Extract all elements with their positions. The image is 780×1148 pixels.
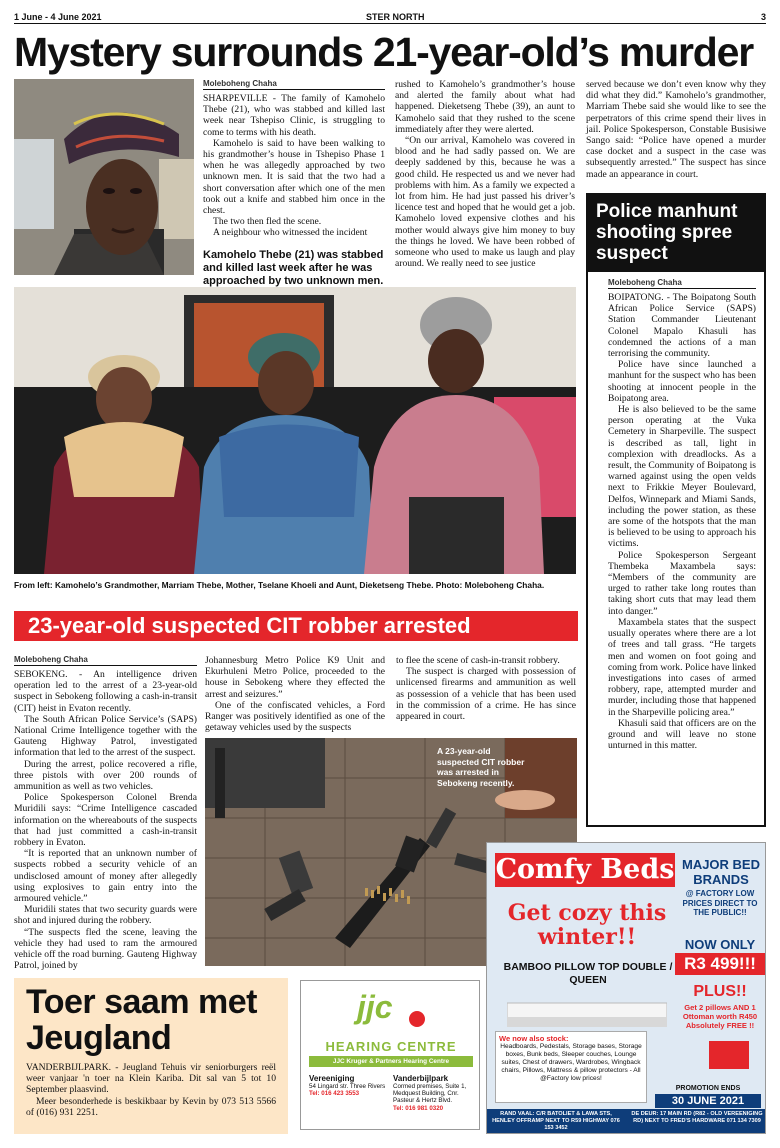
page-header — [14, 12, 766, 24]
story1-paragraph: A neighbour who witnessed the incident — [213, 227, 368, 239]
comfy-tagline: Get cozy this winter!! — [507, 900, 667, 950]
comfy-bed-image — [507, 993, 667, 1029]
story1-pullquote: Kamohelo Thebe (21) was stabbed and killed last week after he was approached by two unknown men. — [203, 248, 384, 287]
jeugland-promo-box — [14, 978, 288, 1134]
story1-byline: Moleboheng Chaha — [203, 79, 385, 90]
story3-headline: 23-year-old suspected CIT robber arrested — [14, 611, 578, 641]
story3-paragraph: The South African Police Service’s (SAPS) National Crime Intelligence together with the Gauteng Highway Patrol, investigated information that led to the arrest of the suspect. — [14, 713, 197, 759]
story2-byline: Moleboheng Chaha — [608, 278, 756, 289]
jjc-vanderbijlpark — [393, 1074, 477, 1112]
jjc-right-title: Vanderbijlpark — [393, 1074, 449, 1083]
comfy-now-only: NOW ONLY — [684, 937, 756, 952]
story2-box — [586, 193, 766, 827]
story1-column-1 — [203, 79, 385, 288]
story3-column-3 — [396, 655, 576, 722]
comfy-major: MAJOR BED BRANDS — [681, 857, 760, 887]
story2-paragraph: Khasuli said that officers are on the ground and will leave no stone unturned in this matter. — [608, 717, 756, 752]
comfy-bamboo: BAMBOO PILLOW TOP DOUBLE / QUEEN — [503, 961, 673, 986]
promo-contact: Meer besonderhede is beskikbaar by Kevin by 073 513 5566 of (016) 931 2251. — [26, 1095, 276, 1118]
comfy-promo-date: 30 JUNE 2021 — [655, 1094, 761, 1108]
family-photo — [14, 287, 576, 574]
story2-paragraph: BOIPATONG. - The Boipatong South African Police Service (SAPS) Station Commander Lieutenant Colonel Mapalo Khasuli has condemned the actions of a man terrorising the community. — [608, 292, 756, 360]
story1-column-3 — [586, 79, 766, 180]
jjc-subtitle: JJC Kruger & Partners Hearing Centre — [309, 1056, 473, 1067]
comfy-factory: @ FACTORY LOW PRICES DIRECT TO THE PUBLIC!! — [682, 889, 758, 918]
jjc-vereeniging — [309, 1074, 389, 1097]
promo-text: VANDERBIJLPARK. - Jeugland Tehuis vir seniorburgers reël weer vanjaar 'n toer na Klein Kariba. Dit sal van 5 tot 10 September plaasvind. — [26, 1062, 276, 1096]
comfy-plus-detail: Get 2 pillows AND 1 Ottoman worth R450 Absolutely FREE !! — [682, 1003, 758, 1030]
story1-paragraph: rushed to Kamohelo’s grandmother’s house and alerted the family about what had happened. Dieketseng Thebe (39), an aunt to Kamohelo said that they rushed to the scene immediately after they were alerted. — [395, 79, 575, 135]
jjc-logo-icon — [409, 1011, 425, 1027]
story3-paragraph: SEBOKENG. - An intelligence driven operation led to the arrest of a 23-year-old suspect in Sebokeng following a cash-in-transit (CIT) heist in Evaton recently. — [14, 669, 197, 714]
story1-paragraph: SHARPEVILLE - The family of Kamohelo Thebe (21), who was stabbed and killed last week near Tshepiso Clinic, is struggling to come to terms with his death. — [203, 93, 385, 138]
comfy-ottoman-image — [709, 1041, 749, 1069]
story3-paragraph: Johannesburg Metro Police K9 Unit and Ekurhuleni Metro Police, proceeded to the house in Sebokeng where they effected the arrest and seizures.” — [205, 655, 385, 700]
story1-paragraph: “On our arrival, Kamohelo was covered in blood and he had sadly passed on. We are deeply saddened by this, because he was a good child. He respected us and we never had problems with him. As a family we expected a lot from him. He had just passed his driver’s licence test and hoped that he would get a job. Kamohelo loved expensive clothes and his mother would always give him money to buy the things he loved. We have been robbed of someone who used to make us laugh and play around. We really need to see justice — [395, 135, 575, 270]
story3-paragraph: During the arrest, police recovered a rifle, three pistols with over 200 rounds of ammunition as well as two vehicles. — [14, 758, 197, 793]
comfy-promo-ends: PROMOTION ENDS — [675, 1085, 741, 1092]
jjc-left-tel: Tel: 016 423 3553 — [309, 1090, 360, 1098]
comfy-footer-right: DE DEUR: 17 MAIN RD (R82 - OLD VEREENIGING RD) NEXT TO FRED'S HARDWARE 071 134 7309 — [631, 1111, 763, 1124]
story2-paragraph: Maxambela states that the suspect usually operates where there are a lot of trees and tall grass. “He targets men and women on foot going and coming from work. Police have linked investigations into cases of armed robbery, rape, attempted murder and murder, including those that happened in the Sharpeville policing area.” — [608, 616, 756, 718]
story2-headline: Police manhunt shooting spree suspect — [588, 195, 764, 272]
issue-date: 1 June - 4 June 2021 — [14, 12, 102, 22]
jjc-hearing-ad — [300, 980, 480, 1130]
story3-paragraph: “It is reported that an unknown number of suspects robbed a security vehicle of an undisclosed amount of money after allegedly using explosives to gain entry into the armoured vehicle.” — [14, 848, 197, 905]
victim-portrait-photo — [14, 79, 194, 275]
jjc-left-address: 54 Lingard str. Three Rivers — [309, 1083, 386, 1090]
story3-byline: Moleboheng Chaha — [14, 655, 197, 666]
jjc-brand: HEARING CENTRE — [325, 1039, 457, 1054]
comfy-price: R3 499!!! — [675, 953, 765, 975]
story3-paragraph: Police Spokesperson Colonel Brenda Muridili says: “Crime Intelligence cascaded information on the whereabouts of the suspects that had just committed a cash-in-transit robbery in Evaton. — [14, 792, 197, 849]
comfy-beds-ad — [486, 842, 766, 1134]
comfy-footer — [487, 1109, 766, 1134]
comfy-stock-box — [495, 1031, 647, 1103]
story3-column-1 — [14, 655, 197, 971]
jjc-left-title: Vereeniging — [309, 1074, 355, 1083]
family-photo-caption: From left: Kamohelo’s Grandmother, Marriam Thebe, Mother, Tselane Khoeli and Aunt, Dieketseng Thebe. Photo: Moleboheng Chaha. — [14, 580, 545, 590]
comfy-stock-list: Headboards, Pedestals, Storage bases, Storage boxes, Bunk beds, Sleeper couches, Lounge suites, Chest of drawers, Wardrobes, Wingback chairs, Pillows, Mattress & pillow protectors - All @Factory low prices! — [500, 1043, 642, 1082]
story1-paragraph: Kamohelo is said to have been walking to his grandmother’s house in Tshepiso Phase 1 when he was allegedly approached by two unknown men. It is said that the two had a short conversation after which one of the men took out a knife and stabbed him once in the chest. — [203, 137, 385, 217]
weapons-photo-caption: A 23-year-old suspected CIT robber was arrested in Sebokeng recently. — [437, 746, 525, 788]
story2-paragraph: He is also believed to be the same person operating at the Vuka Cemetery in Sharpeville. The suspect is described as tall, light in complexion with dreadlocks. As a result, the Community of Boipatong is warned against using the open velds next to Frikkie Meyer Boulevard, Delfos, Winnepark and Miami Sands, including the power station, as these are some of the hotspots that the man is believed to be using to approach his victims. — [608, 404, 756, 550]
page-number: 3 — [760, 12, 766, 22]
story1-column-2 — [395, 79, 575, 269]
jjc-right-tel: Tel: 016 981 0320 — [393, 1104, 444, 1112]
story1-headline: Mystery surrounds 21-year-old’s murder — [14, 29, 753, 75]
story1-paragraph: served because we don’t even know why they did what they did.” Kamohelo’s grandmother, Marriam Thebe said she would like to see the perpetrators of this crime spend their lives in jail. Police Spokesperson, Constable Busisiwe Sango said: “Police have opened a murder case docket and a suspect in the case was subsequently arrested.” The suspect has since made an appearance in court. — [586, 79, 766, 180]
story2-paragraph: Police have since launched a manhunt for the suspect who has been shooting at innocent people in the Boipatong area. — [608, 359, 756, 404]
story3-paragraph: Muridili states that two security guards were shot and injured during the robbery. — [14, 904, 197, 927]
comfy-plus: PLUS!! — [693, 983, 747, 1000]
story1-paragraph: The two then fled the scene. — [213, 216, 322, 228]
story3-paragraph: to flee the scene of cash-in-transit robbery. — [396, 655, 560, 666]
story3-paragraph: “The suspects fled the scene, leaving the vehicle they had used to ram the armoured vehicle off the road burning. Gauteng Highway Patrol, joined by — [14, 926, 197, 972]
promo-headline: Toer saam met Jeugland — [26, 983, 257, 1057]
jjc-right-address: Cormed premises, Suite 1, Medquest Building, Cnr. Pasteur & Hertz Blvd. — [393, 1083, 467, 1105]
story3-column-2 — [205, 655, 385, 733]
comfy-footer-left: RAND VAAL: C/R BATOLIET & LAWA STS, HENLEY OFFRAMP NEXT TO R59 HIGHWAY 076 153 3452 — [492, 1111, 620, 1131]
comfy-brand: Comfy Beds — [495, 854, 675, 885]
story3-paragraph: The suspect is charged with possession of unlicensed firearms and ammunition as well as possession of a vehicle that has been used in the commission of a crime. He has since appeared in court. — [396, 666, 576, 723]
comfy-stock-title: We now also stock: — [499, 1034, 569, 1043]
paper-name: STER NORTH — [366, 12, 425, 22]
jjc-logo: jjc — [357, 989, 393, 1025]
story2-paragraph: Police Spokesperson Sergeant Thembeka Maxambela says: “Members of the community are urged to rather take long routes than taking short cuts that may lead them into danger.” — [608, 549, 756, 617]
story3-paragraph: One of the confiscated vehicles, a Ford Ranger was positively identified as one of the getaway vehicles used by the suspects — [205, 699, 385, 734]
